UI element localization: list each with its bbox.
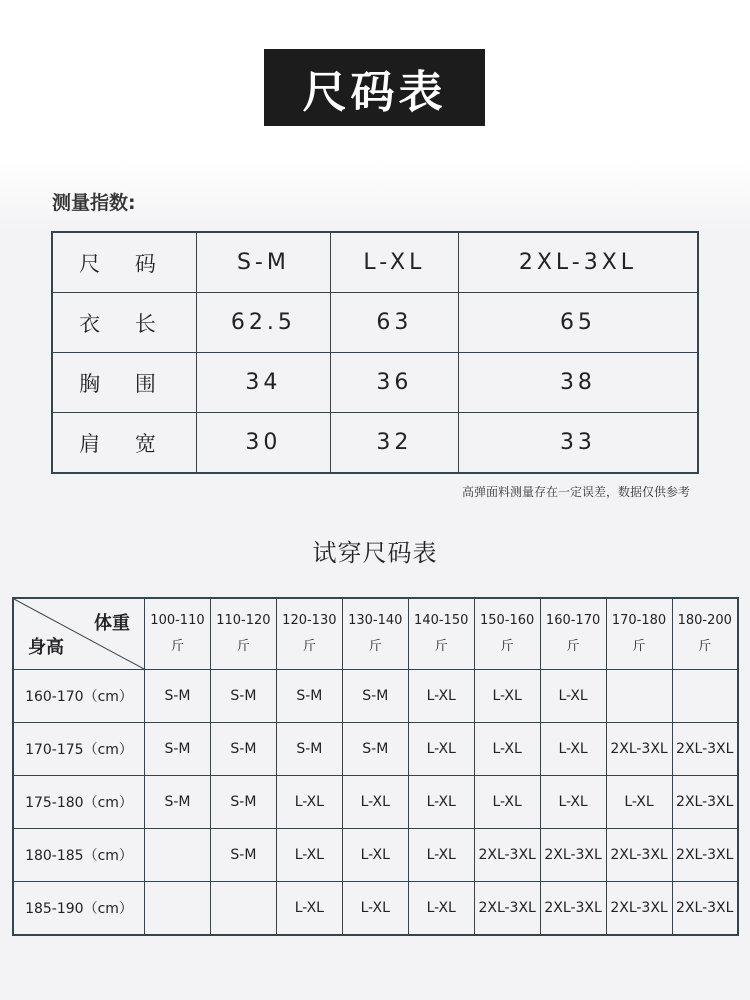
recommended-size-cell: S-M — [276, 723, 342, 776]
weight-range-label: 130-140 — [348, 613, 403, 628]
weight-range-label: 150-160 — [479, 613, 535, 628]
size-table-cell: 36 — [330, 353, 458, 413]
size-table-header-cell: S-M — [197, 232, 331, 293]
recommended-size-cell: 2XL-3XL — [606, 829, 672, 882]
recommended-size-cell — [145, 882, 211, 936]
tryon-row — [13, 776, 738, 829]
measure-heading: 测量指数: — [52, 192, 136, 214]
recommended-size-cell: L-XL — [408, 882, 474, 936]
weight-range-header — [672, 598, 738, 670]
tryon-header-row — [13, 598, 738, 670]
size-table-row-label: 胸 围 — [52, 353, 197, 413]
size-table-row — [52, 413, 698, 474]
size-table-header-cell: L-XL — [330, 232, 458, 293]
recommended-size-cell: L-XL — [606, 776, 672, 829]
recommended-size-cell: 2XL-3XL — [672, 776, 738, 829]
weight-range-label: 120-130 — [282, 613, 337, 628]
weight-range-header — [210, 598, 276, 670]
size-table-cell: 62.5 — [197, 293, 331, 353]
recommended-size-cell: 2XL-3XL — [672, 829, 738, 882]
recommended-size-cell: L-XL — [540, 723, 606, 776]
recommended-size-cell: L-XL — [408, 776, 474, 829]
weight-unit-label: 斤 — [170, 639, 184, 654]
recommended-size-cell: L-XL — [408, 723, 474, 776]
height-range-cell: 185-190（cm） — [13, 882, 145, 936]
weight-range-header — [276, 598, 342, 670]
recommended-size-cell: 2XL-3XL — [474, 882, 540, 936]
weight-range-header — [342, 598, 408, 670]
recommended-size-cell: S-M — [342, 723, 408, 776]
height-range-cell: 170-175（cm） — [13, 723, 145, 776]
weight-range-label: 170-180 — [611, 613, 667, 628]
corner-weight-label: 体重 — [94, 613, 130, 634]
recommended-size-cell: L-XL — [540, 670, 606, 723]
size-table-cell: 32 — [330, 413, 458, 474]
recommended-size-cell: L-XL — [474, 723, 540, 776]
weight-unit-label: 斤 — [566, 639, 580, 654]
recommended-size-cell: L-XL — [474, 670, 540, 723]
size-table-cell: 33 — [458, 413, 698, 474]
recommended-size-cell: L-XL — [540, 776, 606, 829]
tryon-title: 试穿尺码表 — [312, 539, 438, 567]
recommended-size-cell: 2XL-3XL — [606, 882, 672, 936]
recommended-size-cell: S-M — [276, 670, 342, 723]
weight-range-label: 100-110 — [150, 613, 205, 628]
recommended-size-cell: L-XL — [474, 776, 540, 829]
recommended-size-cell: L-XL — [276, 829, 342, 882]
weight-unit-label: 斤 — [698, 639, 712, 654]
recommended-size-cell: L-XL — [408, 829, 474, 882]
weight-range-header — [474, 598, 540, 670]
weight-unit-label: 斤 — [500, 639, 514, 654]
weight-unit-label: 斤 — [302, 639, 316, 654]
size-table-cell: 30 — [197, 413, 331, 474]
recommended-size-cell — [672, 670, 738, 723]
tryon-row — [13, 882, 738, 936]
height-range-cell: 175-180（cm） — [13, 776, 145, 829]
weight-range-header — [540, 598, 606, 670]
page-title: 尺码表 — [264, 49, 485, 126]
size-table-row-label: 肩 宽 — [52, 413, 197, 474]
height-range-cell: 180-185（cm） — [13, 829, 145, 882]
recommended-size-cell: S-M — [342, 670, 408, 723]
weight-unit-label: 斤 — [632, 639, 646, 654]
recommended-size-cell: S-M — [210, 723, 276, 776]
tryon-table — [12, 597, 739, 936]
size-table-header-cell: 尺 码 — [52, 232, 197, 293]
recommended-size-cell: L-XL — [342, 829, 408, 882]
tryon-corner-cell — [13, 598, 145, 670]
weight-range-label: 140-150 — [414, 613, 469, 628]
size-table — [51, 231, 699, 474]
size-table-row-label: 衣 长 — [52, 293, 197, 353]
recommended-size-cell: S-M — [210, 829, 276, 882]
recommended-size-cell: S-M — [145, 670, 211, 723]
recommended-size-cell — [606, 670, 672, 723]
size-table-row — [52, 353, 698, 413]
recommended-size-cell: L-XL — [342, 882, 408, 936]
size-table-header-cell: 2XL-3XL — [458, 232, 698, 293]
weight-range-header — [606, 598, 672, 670]
size-table-cell: 34 — [197, 353, 331, 413]
size-table-cell: 63 — [330, 293, 458, 353]
recommended-size-cell: 2XL-3XL — [474, 829, 540, 882]
recommended-size-cell: L-XL — [276, 882, 342, 936]
tryon-row — [13, 829, 738, 882]
recommended-size-cell: S-M — [210, 670, 276, 723]
size-table-header-row — [52, 232, 698, 293]
measurement-note: 高弹面料测量存在一定误差，数据仅供参考 — [461, 485, 690, 499]
recommended-size-cell: S-M — [145, 776, 211, 829]
recommended-size-cell — [145, 829, 211, 882]
weight-range-header — [408, 598, 474, 670]
weight-range-header — [145, 598, 211, 670]
weight-unit-label: 斤 — [434, 639, 448, 654]
recommended-size-cell: S-M — [145, 723, 211, 776]
size-table-row — [52, 293, 698, 353]
recommended-size-cell: 2XL-3XL — [540, 829, 606, 882]
recommended-size-cell: 2XL-3XL — [540, 882, 606, 936]
weight-range-label: 160-170 — [545, 613, 601, 628]
size-table-cell: 38 — [458, 353, 698, 413]
corner-height-label: 身高 — [28, 637, 64, 658]
weight-unit-label: 斤 — [368, 639, 382, 654]
weight-range-label: 110-120 — [216, 613, 271, 628]
recommended-size-cell: S-M — [210, 776, 276, 829]
size-table-cell: 65 — [458, 293, 698, 353]
recommended-size-cell: L-XL — [276, 776, 342, 829]
recommended-size-cell — [210, 882, 276, 936]
recommended-size-cell: 2XL-3XL — [606, 723, 672, 776]
tryon-row — [13, 723, 738, 776]
weight-unit-label: 斤 — [236, 639, 250, 654]
recommended-size-cell: 2XL-3XL — [672, 882, 738, 936]
height-range-cell: 160-170（cm） — [13, 670, 145, 723]
recommended-size-cell: L-XL — [342, 776, 408, 829]
weight-range-label: 180-200 — [677, 613, 732, 628]
recommended-size-cell: L-XL — [408, 670, 474, 723]
tryon-row — [13, 670, 738, 723]
recommended-size-cell: 2XL-3XL — [672, 723, 738, 776]
